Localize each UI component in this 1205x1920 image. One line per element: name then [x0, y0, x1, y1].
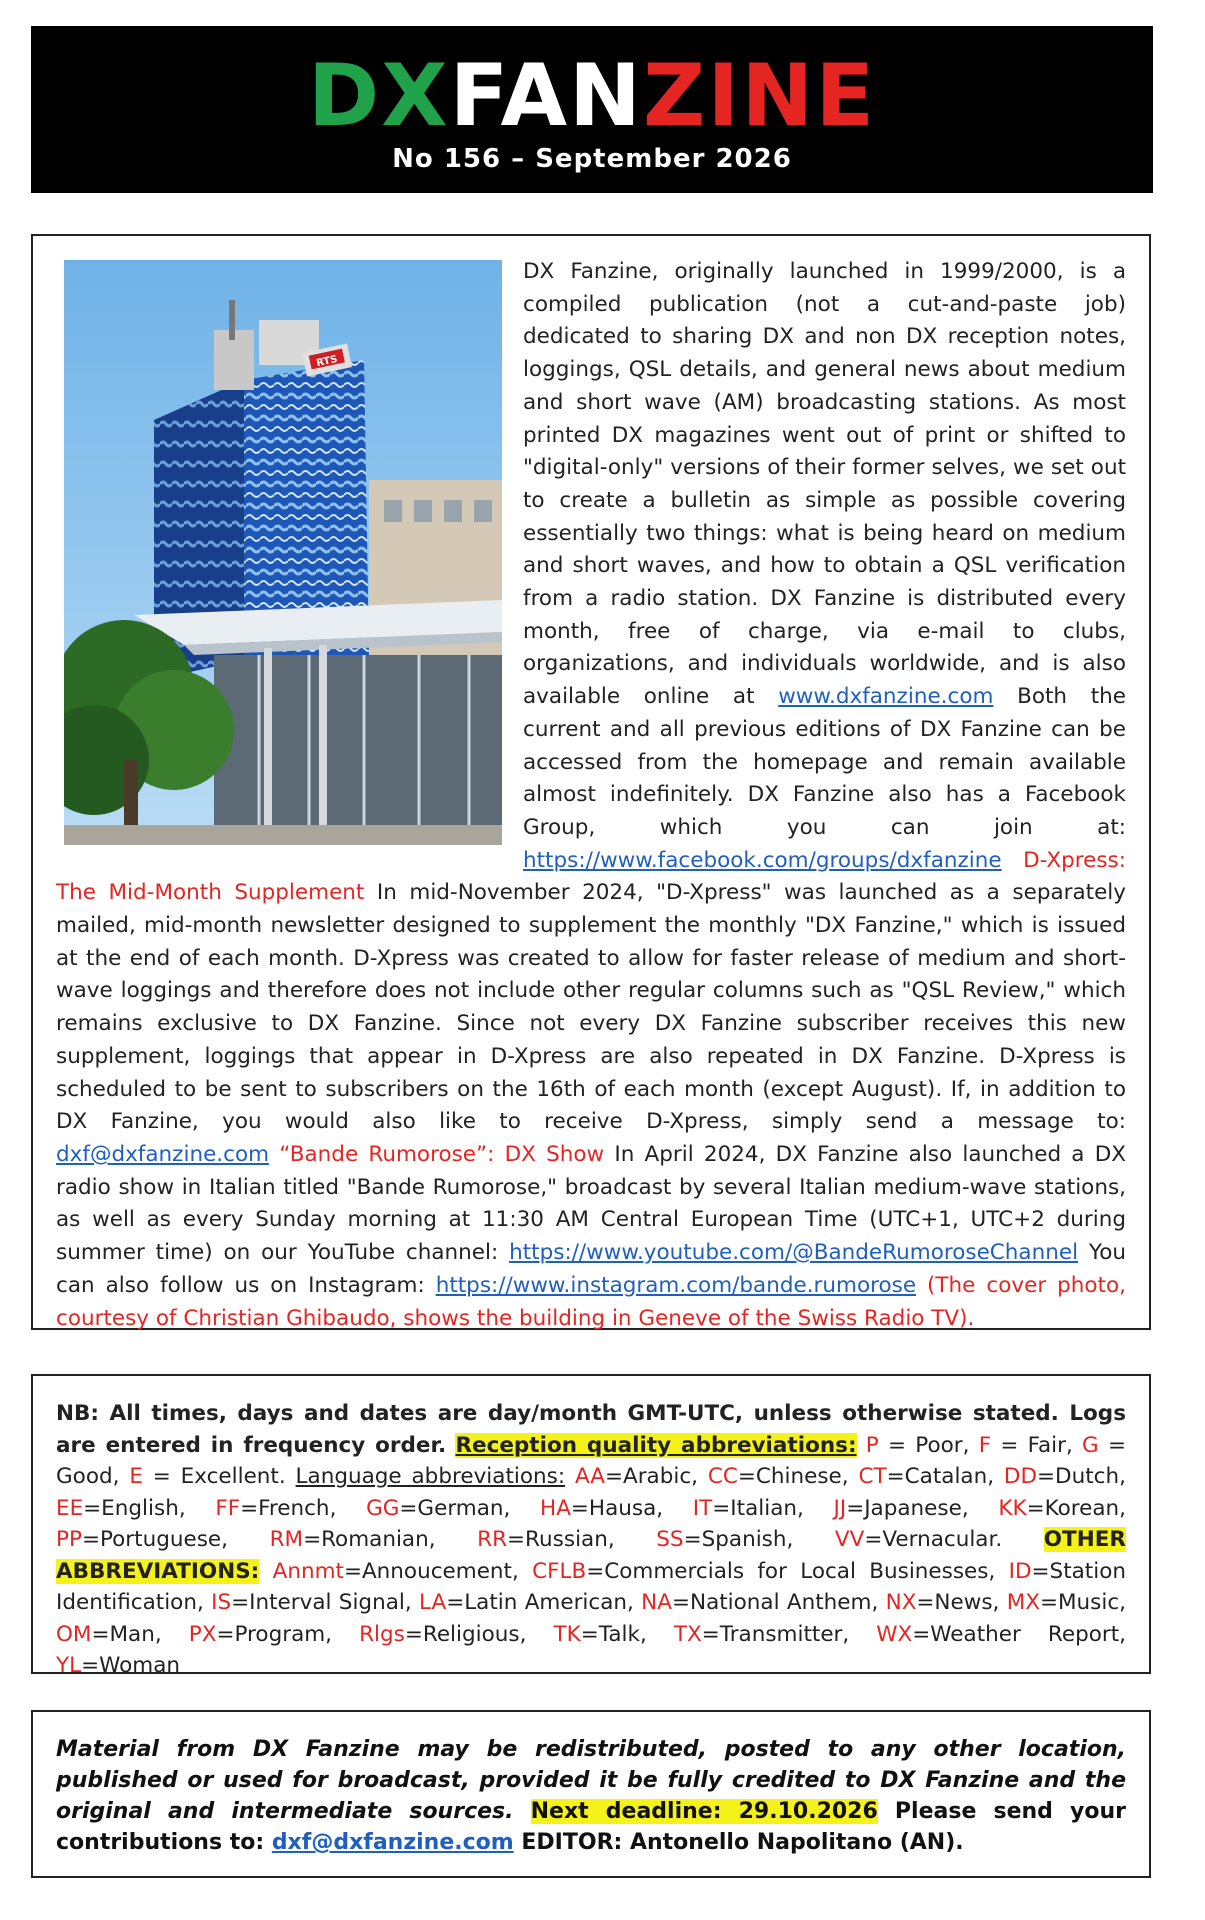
other-meaning: =News, — [916, 1590, 1007, 1615]
other-meaning: =Station Identification, — [56, 1558, 1126, 1615]
language-meaning: =Portuguese, — [81, 1527, 270, 1552]
other-meaning: =Program, — [216, 1621, 360, 1647]
language-meaning: =French, — [240, 1495, 367, 1521]
other-code: PX — [188, 1621, 217, 1647]
intro-text-4: In April 2024, DX Fanzine also launched a DX radio show in Italian titled "Bande Rumorose," broadcast by several Italian medium-wave stations, as well as every Sunday morning at 11:30 AM Central European Time (UTC+1, UTC+2 during summer time) on our YouTube channel: — [56, 1141, 1126, 1266]
youtube-link[interactable]: https://www.youtube.com/@BandeRumoroseChannel — [509, 1240, 1079, 1266]
abbreviations-section — [31, 1374, 1151, 1678]
reception-code: G — [1082, 1432, 1099, 1458]
reception-label: Reception quality abbreviations: — [455, 1432, 857, 1458]
other-code: YL — [56, 1653, 82, 1678]
redistribution-note: Material from DX Fanzine may be redistributed, posted to any other location, published or used for broadcast, provided it be fully credited to DX Fanzine and the original and intermediate sources. — [56, 1737, 1126, 1824]
intro-text-2: Both the current and all previous editions of DX Fanzine can be accessed from the homepage and remain available almost indefinitely. DX Fanzine also has a Facebook Group, which you can join at: — [523, 684, 1126, 840]
masthead-banner — [31, 26, 1153, 193]
photo-spacer — [56, 256, 523, 856]
other-code: CFLB — [532, 1558, 587, 1584]
website-link[interactable]: www.dxfanzine.com — [778, 684, 994, 710]
other-code: OM — [56, 1621, 92, 1647]
other-meaning: =Religious, — [404, 1621, 554, 1647]
dxpress-heading: D-Xpress: The Mid-Month Supplement — [56, 847, 1126, 906]
language-code: GG — [366, 1495, 400, 1521]
reception-code: E — [129, 1464, 143, 1489]
other-meaning: =Interval Signal, — [231, 1590, 419, 1615]
rts-sign: RTS — [315, 353, 339, 370]
credits-text — [56, 1734, 1126, 1858]
language-code: AA — [574, 1464, 605, 1489]
bande-rumorose-heading: “Bande Rumorose”: DX Show — [269, 1141, 605, 1167]
language-code: IT — [692, 1495, 713, 1521]
language-meaning: =Spanish, — [683, 1527, 835, 1552]
send-contributions: Please send your contributions to: — [56, 1799, 1126, 1855]
title-fan: FAN — [449, 46, 644, 146]
language-meaning: =Dutch, — [1037, 1464, 1126, 1489]
language-code: KK — [998, 1495, 1027, 1521]
language-meaning: =Vernacular. — [864, 1527, 1044, 1552]
reception-meaning: = Fair, — [991, 1432, 1083, 1458]
language-meaning: =English, — [83, 1495, 216, 1521]
abbreviations-text — [56, 1398, 1126, 1682]
language-code: DD — [1003, 1464, 1038, 1489]
intro-text-5: You can also follow us on Instagram: — [56, 1240, 1126, 1298]
intro-paragraph — [56, 256, 1126, 1335]
language-meaning: =Hausa, — [570, 1495, 693, 1521]
facebook-link[interactable]: https://www.facebook.com/groups/dxfanzine — [523, 847, 1002, 873]
credits-section — [31, 1710, 1151, 1878]
title-dx: DX — [307, 46, 450, 146]
language-label: Language abbreviations: — [295, 1464, 566, 1489]
other-code: NX — [885, 1590, 917, 1615]
other-code: LA — [419, 1590, 447, 1615]
language-meaning: =Japanese, — [846, 1495, 999, 1521]
reception-code: F — [978, 1432, 992, 1458]
other-code: WX — [876, 1621, 913, 1647]
language-code: RM — [269, 1527, 304, 1552]
language-code: JJ — [833, 1495, 847, 1521]
title-zine: ZINE — [643, 46, 877, 146]
other-code: Rlgs — [359, 1621, 405, 1647]
intro-text-3: In mid-November 2024, "D-Xpress" was launched as a separately mailed, mid-month newsletter designed to supplement the monthly "DX Fanzine," which is issued at the end of each month. D-Xpress was created to allow for faster release of medium and short-wave loggings and therefore does not include other regular columns such as "QSL Review," which remains exclusive to DX Fanzine. Since not every DX Fanzine subscriber receives this new supplement, loggings that appear in D-Xpress are also repeated in DX Fanzine. D-Xpress is scheduled to be sent to subscribers on the 16th of each month (except August). If, in addition to DX Fanzine, you would also like to receive D-Xpress, simply send a message to: — [56, 880, 1127, 1135]
instagram-link[interactable]: https://www.instagram.com/bande.rumorose — [435, 1272, 917, 1298]
language-code: FF — [215, 1495, 241, 1521]
language-code: VV — [834, 1527, 865, 1552]
other-meaning: =Woman — [81, 1653, 181, 1678]
other-code: IS — [211, 1590, 232, 1615]
other-meaning: =Talk, — [580, 1621, 674, 1647]
other-code: MX — [1006, 1590, 1040, 1615]
other-meaning: =Music, — [1039, 1590, 1126, 1615]
language-code: CC — [707, 1464, 738, 1489]
other-meaning: =National Anthem, — [671, 1590, 886, 1615]
editor-credit: EDITOR: Antonello Napolitano (AN). — [513, 1830, 964, 1855]
intro-section — [31, 234, 1151, 1330]
language-meaning: =German, — [399, 1495, 541, 1521]
email-link[interactable]: dxf@dxfanzine.com — [56, 1141, 270, 1167]
intro-text-1: DX Fanzine, originally launched in 1999/2000, is a compiled publication (not a cut-and-paste job) dedicated to sharing DX and non DX reception notes, loggings, QSL details, and general news about medium and short wave (AM) broadcasting stations. As most printed DX magazines went out of print or shifted to "digital-only" versions of their former selves, we set out to create a bulletin as simple as possible covering essentially two things: what is being heard on medium and short waves, and how to obtain a QSL verification from a radio station. DX Fanzine is distributed every month, free of charge, via e-mail to clubs, organizations, and individuals worldwide, and is also available online at — [523, 259, 1126, 710]
magazine-title — [31, 48, 1153, 144]
contact-email-link[interactable]: dxf@dxfanzine.com — [271, 1830, 514, 1855]
language-code: EE — [56, 1495, 84, 1521]
language-meaning: =Russian, — [507, 1527, 657, 1552]
language-meaning: =Italian, — [712, 1495, 834, 1521]
language-meaning: =Chinese, — [737, 1464, 859, 1489]
other-meaning: =Man, — [91, 1621, 189, 1647]
language-meaning: =Romanian, — [303, 1527, 478, 1552]
other-code: ID — [1008, 1558, 1032, 1584]
language-code: HA — [540, 1495, 571, 1521]
language-code: RR — [477, 1527, 508, 1552]
language-code: SS — [656, 1527, 684, 1552]
reception-meaning: = Excellent. — [142, 1464, 296, 1489]
other-meaning: =Commercials for Local Businesses, — [586, 1558, 1009, 1584]
reception-meaning: = Poor, — [878, 1432, 979, 1458]
language-meaning: =Korean, — [1026, 1495, 1126, 1521]
language-code: CT — [858, 1464, 887, 1489]
other-code: Annmt — [272, 1558, 344, 1584]
nb-note: NB: All times, days and dates are day/month GMT-UTC, unless otherwise stated. Logs are entered in frequency order. — [56, 1401, 1126, 1458]
next-deadline: Next deadline: 29.10.2026 — [530, 1799, 878, 1824]
other-meaning: =Transmitter, — [701, 1621, 877, 1647]
language-code: PP — [56, 1527, 82, 1552]
other-code: NA — [641, 1590, 672, 1615]
other-code: TX — [673, 1621, 702, 1647]
photo-credit: (The cover photo, courtesy of Christian Ghibaudo, shows the building in Geneve of the Swiss Radio TV). — [56, 1272, 1126, 1331]
issue-number: No 156 – September 2026 — [392, 144, 792, 174]
other-label: OTHER ABBREVIATIONS: — [56, 1527, 1126, 1584]
language-meaning: =Catalan, — [886, 1464, 1004, 1489]
reception-code: P — [865, 1432, 879, 1458]
language-meaning: =Arabic, — [604, 1464, 708, 1489]
reception-meaning: = Good, — [56, 1432, 1126, 1489]
other-code: TK — [553, 1621, 581, 1647]
other-meaning: =Latin American, — [446, 1590, 642, 1615]
other-meaning: =Annoucement, — [343, 1558, 533, 1584]
other-meaning: =Weather Report, — [912, 1621, 1127, 1647]
